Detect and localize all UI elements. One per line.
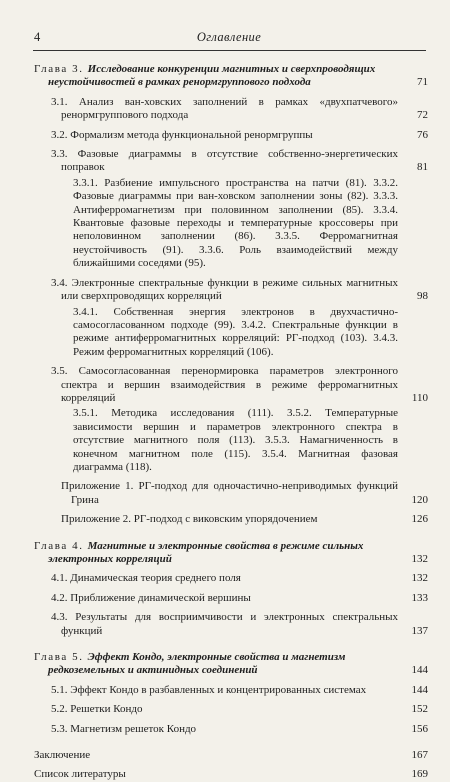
chapter-label: Глава 5. <box>34 651 84 664</box>
toc-chapter[interactable] <box>34 651 428 678</box>
toc-page-number: 76 <box>417 128 428 141</box>
toc-entry[interactable] <box>34 723 428 736</box>
chapter-heading <box>34 540 398 567</box>
toc-entry[interactable] <box>34 703 428 716</box>
chapter-label: Глава 3. <box>34 63 84 75</box>
toc-page-number: 120 <box>411 493 428 506</box>
toc-page-number: 137 <box>411 624 428 637</box>
toc-entry-title: 3.2. Формализм метода функциональной ренормгруппы <box>51 128 313 141</box>
running-title: Оглавление <box>196 30 262 44</box>
toc-entry-title: Заключение <box>34 749 91 762</box>
toc-entry-title: 5.3. Магнетизм решеток Кондо <box>51 722 197 735</box>
toc-page-number: 132 <box>411 553 428 565</box>
toc-page-number: 81 <box>417 161 428 174</box>
toc-page-number: 156 <box>411 722 428 735</box>
chapter-heading <box>34 63 398 90</box>
toc-entry[interactable] <box>34 749 428 762</box>
toc-page-number: 133 <box>411 591 428 604</box>
toc-entry-title: 4.2. Приближение динамической вершины <box>51 591 251 604</box>
chapter-label: Глава 4. <box>34 539 84 552</box>
toc-entry-title: 5.1. Эффект Кондо в разбавленных и концентрированных системах <box>51 683 367 696</box>
page-header <box>34 30 424 48</box>
table-of-contents <box>34 63 428 782</box>
toc-entry[interactable] <box>34 148 428 175</box>
toc-subsections: 3.5.1. Методика исследования (111). 3.5.2. Температурные зависимости вершин и параметров электронного спектра в отсутствие магнитного поля (113). 3.5.3. Намагниченность в конечном магнитном поле (115). 3.5.4. Магнитная фазовая диаграмма (118). <box>73 407 398 473</box>
toc-entry[interactable] <box>34 96 428 123</box>
page-number: 4 <box>34 30 41 44</box>
toc-entry[interactable] <box>34 611 428 638</box>
toc-entry-title: 5.2. Решетки Кондо <box>51 703 143 716</box>
toc-page-number: 98 <box>417 290 428 303</box>
toc-page-number: 169 <box>411 768 428 781</box>
chapter-title: Эффект Кондо, электронные свойства и магнетизм редкоземельных и актинидных соединений <box>48 651 346 677</box>
toc-entry-title: Приложение 2. РГ-подход с виковским упорядочением <box>61 513 318 526</box>
toc-entry-title: 3.5. Самосогласованная перенормировка параметров электронного спектра и вершин взаимодействия в режиме ферромагнитных корреляций <box>51 365 398 404</box>
toc-entry[interactable] <box>34 365 428 405</box>
toc-page-number: 144 <box>411 683 428 696</box>
toc-entry[interactable] <box>34 277 428 304</box>
toc-page-number: 126 <box>411 513 428 526</box>
toc-page-number: 132 <box>411 572 428 585</box>
chapter-title: Исследование конкуренции магнитных и сверхпроводящих неустойчивостей в рамках ренормгруппового подхода <box>48 63 376 89</box>
toc-chapter[interactable] <box>34 540 428 567</box>
toc-page-number: 167 <box>411 749 428 762</box>
chapter-heading <box>34 651 398 678</box>
toc-entry[interactable] <box>34 572 428 585</box>
toc-entry[interactable] <box>34 513 428 526</box>
toc-entry[interactable] <box>34 684 428 697</box>
header-rule <box>33 50 426 51</box>
toc-entry-title: 4.3. Результаты для восприимчивости и электронных спектральных функций <box>51 611 398 637</box>
toc-page-number: 152 <box>411 703 428 716</box>
toc-entry[interactable] <box>34 768 428 781</box>
toc-page-number: 110 <box>411 391 428 404</box>
toc-page-number: 71 <box>417 76 428 89</box>
toc-entry-title: 4.1. Динамическая теория среднего поля <box>51 572 241 585</box>
toc-entry[interactable] <box>34 129 428 142</box>
toc-page-number: 72 <box>417 109 428 122</box>
toc-subsections: 3.4.1. Собственная энергия электронов в двухчастично-самосогласованном подходе (99). 3.4.2. Спектральные функции в режиме антиферромагнитных корреляций: РГ-подход (103). 3.4.3. Режим ферромагнитных корреляций (106). <box>73 305 398 358</box>
toc-entry-title: 3.4. Электронные спектральные функции в режиме сильных магнитных или сверхпроводящих корреляций <box>51 276 398 303</box>
chapter-title: Магнитные и электронные свойства в режиме сильных электронных корреляций <box>48 539 364 565</box>
toc-chapter[interactable] <box>34 63 428 90</box>
toc-entry[interactable] <box>34 480 428 507</box>
toc-entry-title: Список литературы <box>34 768 126 781</box>
toc-entry-title: 3.3. Фазовые диаграммы в отсутствие собственно-энергетических поправок <box>51 148 398 174</box>
toc-entry[interactable] <box>34 592 428 605</box>
toc-entry-title: Приложение 1. РГ-подход для одночастично-неприводимых функций Грина <box>61 480 398 506</box>
toc-page-number: 144 <box>411 664 428 677</box>
toc-subsections: 3.3.1. Разбиение импульсного пространства на патчи (81). 3.3.2. Фазовые диаграммы при ван-ховском заполнении зоны (82). 3.3.3. Антиферромагнетизм при половинном заполнении (85). 3.3.4. Квантовые фазовые переходы и температурные кроссоверы при неполовинном заполнении (86). 3.3.5. Ферромагнитная неустойчивость (91). 3.3.6. Роль взаимодействий между ближайшими соседями (95). <box>73 176 398 270</box>
toc-entry-title: 3.1. Анализ ван-ховских заполнений в рамках «двухпатчевого» ренормгруппового подхода <box>51 95 398 122</box>
